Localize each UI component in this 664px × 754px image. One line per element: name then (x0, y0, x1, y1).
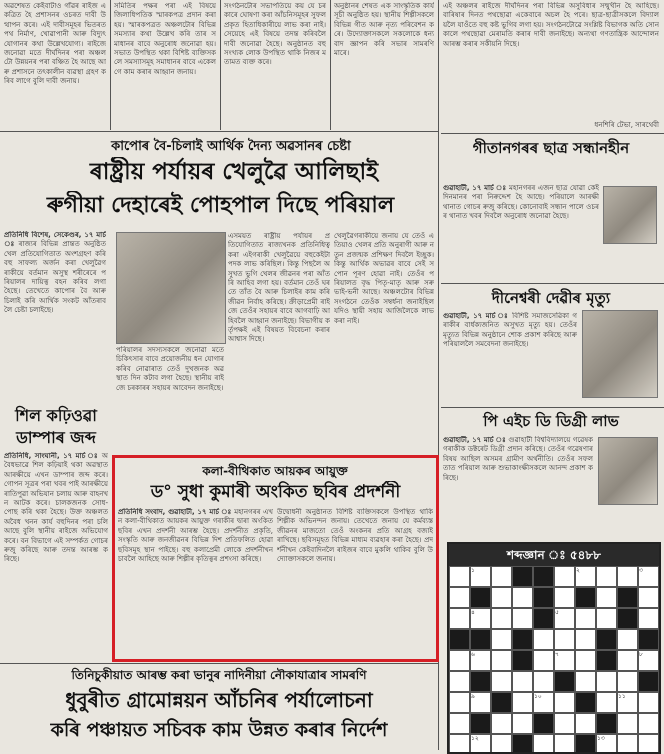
featured-dateline: প্ৰতিনিধি সংবাদ, গুৱাহাটী, ১৭ মাৰ্চ ঃ (118, 508, 232, 516)
crossword-cell (617, 566, 638, 587)
phd-recipient-photo (598, 437, 658, 505)
right-top-byline: ধনশিৰি টেভা, সাৰথেবী (594, 121, 659, 129)
crossword-cell (512, 692, 533, 713)
crossword-cell (491, 566, 512, 587)
column-rule (220, 0, 221, 130)
crossword-cell (533, 734, 554, 754)
crossword-cell (575, 629, 596, 650)
right-item2-headline: দীনেশ্বৰী দেৱীৰ মৃত্যু (491, 289, 611, 307)
featured-body: উদ্বোধনী অনুষ্ঠানত বিশিষ্ট ব্যক্তিসকলে উপস্থিত থাকি শিল্পীক অভিনন্দন জনায়। তেখেতে জনায় যে কৰ্মব্যস্ত জীৱনৰ মাজতো তেওঁ অংকনৰ প্ৰতি আগ্ৰহ বজাই ৰাখিছে। ছবিসমূহত বিভিন্ন মাধ্যম ব্যৱহাৰ কৰা হৈছে। প্ৰদৰ্শনীখন কেইবাদিনলৈ ৰাইজৰ বাবে মুকলি থাকিব বুলি উদ্যোক্তাসকলে জনায়। (277, 508, 433, 564)
crossword-cell (512, 629, 533, 650)
section-rule (441, 283, 664, 284)
crossword-cell (596, 566, 617, 587)
crossword-cell (533, 713, 554, 734)
left-article-headline-line2: ডাম্পাৰ জব্দ (16, 428, 96, 447)
section-rule (0, 131, 438, 132)
featured-headline: ড° সুধা কুমাৰী অংকিত ছবিৰ প্ৰদৰ্শনী (150, 482, 401, 502)
crossword-cell (491, 671, 512, 692)
section-rule (441, 407, 664, 408)
crossword-cell: ২ (575, 566, 596, 587)
crossword-cell (512, 734, 533, 754)
crossword-cell (554, 692, 575, 713)
crossword-cell (512, 671, 533, 692)
crossword-cell (512, 566, 533, 587)
left-article-body: প্ৰতিনিধি, সাংঘানী, ১৭ মাৰ্চ ঃ অবৈধভাৱে শিল কঢ়িয়াই থকা অৱস্থাত আৰক্ষীয়ে এখন ডাম্পাৰ জব্দ কৰে। গোপন সূত্ৰৰ পৰা খবৰ পাই আৰক্ষীয়ে ৰাতিপুৱা অভিযান চলায় আৰু বাহনখন আটক কৰে। চালকজনক সোধ-পোছ কৰি থকা হৈছে। উক্ত অঞ্চলত অবৈধ খনন কাৰ্য বহুদিনৰ পৰা চলি আছে বুলি স্থানীয় ৰাইজে অভিযোগ কৰে। বন বিভাগে এই সম্পৰ্কত গোচৰ ৰুজু কৰিছে আৰু তদন্ত আৰম্ভ কৰিছে। (4, 452, 108, 564)
top-article-body: পৰিয়ালৰ সদস্যসকলে জনোৱা মতে চিকিৎসাৰ বাবে প্ৰয়োজনীয় ধন যোগাৰ কৰিব নোৱাৰাত তেওঁ দুখজনক অৱস্থাত দিন কটাব লগা হৈছে। স্থানীয় ৰাইজে চৰকাৰৰ সহায়ৰ আবেদন জনাইছে। (116, 346, 224, 392)
right-item1-dateline: গুৱাহাটী, ১৭ মাৰ্চ ঃ (443, 184, 507, 192)
column-rule (330, 0, 331, 130)
crossword-cell (596, 629, 617, 650)
crossword-cell (449, 692, 470, 713)
crossword-cell (470, 671, 491, 692)
crossword-cell (638, 734, 659, 754)
body-text: সমিতিৰ পক্ষৰ পৰা এই বিষয়ে জিলাধিপতিক স্মাৰকপত্ৰ প্ৰদান কৰা হয়। স্মাৰকপত্ৰত অঞ্চলটোৰ বিভিন্ন সমস্যাৰ কথা উল্লেখ কৰি তাৰ সমাধানৰ বাবে অনুৰোধ জনোৱা হয়। সভাত উপস্থিত থকা বিশিষ্ট ব্যক্তিসকলে সমস্যাসমূহ সমাধানৰ বাবে একেলগে কাম কৰাৰ আহ্বান জনায়। (114, 2, 216, 76)
crossword-cell (449, 650, 470, 671)
crossword-cell (512, 713, 533, 734)
crossword-cell (449, 629, 470, 650)
crossword-cell (533, 566, 554, 587)
crossword-cell (575, 608, 596, 629)
crossword-cell (617, 734, 638, 754)
crossword-cell (617, 713, 638, 734)
crossword-cell: ৯ (470, 692, 491, 713)
crossword-cell (554, 734, 575, 754)
crossword-cell (575, 650, 596, 671)
crossword-cell: ১১ (617, 692, 638, 713)
top-article-headline-line1: ৰাষ্ট্ৰীয় পৰ্যায়ৰ খেলুৱৈ আলিছাই (89, 159, 379, 185)
crossword-cell (449, 671, 470, 692)
crossword-cell: ৭ (554, 650, 575, 671)
crossword-cell (554, 713, 575, 734)
bottom-headline-line2: কৰি পঞ্চায়ত সচিবক কাম উন্নত কৰাৰ নিৰ্দেশ (50, 719, 388, 741)
crossword-cell (491, 713, 512, 734)
crossword-cell (491, 587, 512, 608)
crossword-cell (596, 713, 617, 734)
crossword-cell: ৬ (470, 650, 491, 671)
crossword-title: শব্দজ্ঞান ঃ ৫৪৮৮ (449, 544, 659, 566)
top-article-body: প্ৰতিনিধি বিশেষ, সেকেণ্ডৰ, ১৭ মাৰ্চ ঃ ৰাজ্যৰ বিভিন্ন প্ৰান্তত অনুষ্ঠিত খেল প্ৰতিযোগিতাত অংশগ্ৰহণ কৰি বহু সাফল্য অৰ্জন কৰা খেলুৱৈগৰাকীয়ে বৰ্তমান অসুস্থ শৰীৰেৰে পৰিয়ালৰ দায়িত্ব বহন কৰিব লগা হৈছে। তেখেতে কাপোৰ বৈ আৰু চিলাই কৰি আৰ্থিক সংকট আঁতৰাবলৈ চেষ্টা চলাইছে। (4, 231, 106, 315)
crossword-cell (533, 650, 554, 671)
left-article-headline-line1: শিল কঢ়িওৱা (15, 406, 97, 425)
crossword-cell: ৫ (554, 608, 575, 629)
missing-student-photo (603, 186, 657, 244)
crossword-cell (554, 629, 575, 650)
crossword-cell (617, 587, 638, 608)
right-item3-body: গুৱাহাটী, ১৭ মাৰ্চ ঃ গুৱাহাটী বিশ্ববিদ্যালয়ে গৱেষকগৰাকীক ডক্টৰেট ডিগ্ৰী প্ৰদান কৰিছে। তেওঁৰ গৱেষণাৰ বিষয় আছিল অসমৰ গ্ৰামীণ অৰ্থনীতি। তেওঁৰ সফলতাত পৰিয়াল আৰু শুভাকাংক্ষীসকলে আনন্দ প্ৰকাশ কৰিছে। (443, 436, 593, 482)
crossword-cell (596, 692, 617, 713)
right-item2-dateline: গুৱাহাটী, ১৭ মাৰ্চ ঃ (443, 312, 509, 320)
body-text: সংগঠনটোৰ সভাপতিয়ে কয় যে চৰকাৰে ঘোষণা কৰা আঁচনিসমূহৰ সুফল প্ৰকৃত হিতাধিকাৰীয়ে লাভ কৰা নাই। সেয়েহে এই বিষয়ে তদন্ত কৰিবলৈ দাবী জনোৱা হৈছে। অনুষ্ঠানত বহু সংখ্যক লোক উপস্থিত থাকি নিজৰ মতামত ব্যক্ত কৰে। (224, 2, 326, 67)
crossword-cell: ১০ (533, 692, 554, 713)
crossword-cell (554, 671, 575, 692)
crossword-puzzle (447, 542, 661, 754)
crossword-cell (638, 587, 659, 608)
crossword-cell (596, 608, 617, 629)
crossword-cell: ১২ (470, 734, 491, 754)
crossword-cell (470, 587, 491, 608)
right-top-body: এই অঞ্চলৰ ৰাইজে দীৰ্ঘদিনৰ পৰা বিভিন্ন অসুবিধাৰ সন্মুখীন হৈ আহিছে। বাৰিষাৰ দিনত পথছোৱা একেবাৰে অচল হৈ পৰে। ছাত্ৰ-ছাত্ৰীসকলে বিদ্যালয়লৈ যাওঁতে বহু কষ্ট ভুগিব লগা হয়। সংগঠনটোৱে সংশ্লিষ্ট বিভাগক অতি সোনকালে পথছোৱা মেৰামতি কৰাৰ দাবী জনাইছে। অন্যথা গণতান্ত্ৰিক আন্দোলন আৰম্ভ কৰাৰ সকীয়নি দিছে। (443, 2, 659, 48)
crossword-cell (449, 587, 470, 608)
crossword-cell (470, 629, 491, 650)
crossword-cell: ১ (470, 566, 491, 587)
top-article-dateline: প্ৰতিনিধি বিশেষ, সেকেণ্ডৰ, ১৭ মাৰ্চ ঃ (4, 231, 106, 249)
body-text: অনুষ্ঠানৰ শেষত এক সাংস্কৃতিক কাৰ্যসূচী অনুষ্ঠিত হয়। স্থানীয় শিল্পীসকলে বিভিন্ন গীত আৰু নৃত্য পৰিবেশন কৰে। উদ্যোক্তাসকলে সকলোকে ধন্যবাদ জ্ঞাপন কৰি সভাৰ সামৰণি মাৰে। (334, 2, 434, 58)
crossword-cell: ৩ (638, 566, 659, 587)
crossword-cell (575, 692, 596, 713)
obituary-photo (582, 310, 658, 398)
featured-body: প্ৰতিনিধি সংবাদ, গুৱাহাটী, ১৭ মাৰ্চ ঃ মহানগৰৰ এখন কলা-বীথিকাত আয়কৰ আয়ুক্ত গৰাকীৰ দ্বাৰা অংকিত ছবিৰ এখন প্ৰদৰ্শনী আৰম্ভ হৈছে। প্ৰদৰ্শনীত প্ৰকৃতি, সংস্কৃতি আৰু জনজীৱনৰ বিভিন্ন দিশ প্ৰতিফলিত হোৱা ছবিসমূহ স্থান পাইছে। বহু কলাপ্ৰেমী লোকে প্ৰদৰ্শনীখন চাবলৈ আহিছে আৰু শিল্পীৰ কৃতিত্বৰ প্ৰশংসা কৰিছে। (118, 508, 273, 564)
crossword-cell (554, 566, 575, 587)
crossword-cell (449, 713, 470, 734)
crossword-cell (575, 587, 596, 608)
body-text: অৱশেষত কেইবাটাও গাঁৱৰ ৰাইজ একত্ৰিত হৈ প্ৰশাসনৰ ওচৰত দাবী উত্থাপন কৰে। এই দাবীসমূহৰ ভিতৰত পথ নিৰ্মাণ, খোৱাপানী আৰু বিদ্যুৎ যোগানৰ কথা উল্লেখযোগ্য। ৰাইজে জনোৱা মতে দীৰ্ঘদিনৰ পৰা অঞ্চলটো উন্নয়নৰ পৰা বঞ্চিত হৈ আছে আৰু প্ৰশাসনে তৎকালীন ব্যৱস্থা গ্ৰহণ কৰিব লাগে বুলি দাবী জনায়। (4, 2, 106, 86)
crossword-cell (575, 713, 596, 734)
crossword-cell (512, 587, 533, 608)
crossword-cell (491, 650, 512, 671)
featured-kicker: কলা-বীথিকাত আয়কৰ আয়ুক্ত (202, 464, 348, 478)
top-article-headline-line2: ৰুগীয়া দেহাৰেই পোহপাল দিছে পৰিয়াল (46, 193, 395, 218)
crossword-cell (491, 734, 512, 754)
left-article-dateline: প্ৰতিনিধি, সাংঘানী, ১৭ মাৰ্চ ঃ (4, 452, 99, 460)
crossword-cell (638, 713, 659, 734)
bottom-strap: তিনিচুকীয়াত আৰম্ভ কৰা ভানুৰ নাদিনীয়া নৌকাযাত্ৰাৰ সামৰণি (71, 668, 367, 682)
crossword-cell (512, 608, 533, 629)
crossword-cell (617, 650, 638, 671)
crossword-cell (596, 587, 617, 608)
crossword-cell (575, 734, 596, 754)
crossword-cell (617, 629, 638, 650)
crossword-cell: ৮ (638, 650, 659, 671)
section-rule (0, 663, 438, 664)
crossword-cell (596, 650, 617, 671)
crossword-cell (554, 587, 575, 608)
top-article-body: খেলুৱৈগৰাকীয়ে জনায় যে তেওঁ এতিয়াও খেলৰ প্ৰতি অনুৰাগী আৰু নতুন প্ৰজন্মক প্ৰশিক্ষণ দিবলৈ ইচ্ছুক। কিন্তু আৰ্থিক অভাৱৰ বাবে সেই সপোন পূৰণ হোৱা নাই। তেওঁৰ পৰিয়ালত বৃদ্ধ পিতৃ-মাতৃ আৰু সৰু ভাই-ভনী আছে। অঞ্চলটোৰ বিভিন্ন সংগঠনে তেওঁক সম্বৰ্ধনা জনাইছিল যদিও স্থায়ী সহায় আজিলৈকে লাভ কৰা নাই। (334, 232, 434, 325)
crossword-cell (638, 671, 659, 692)
crossword-cell (512, 650, 533, 671)
crossword-cell (533, 671, 554, 692)
right-item2-body: গুৱাহাটী, ১৭ মাৰ্চ ঃ বিশিষ্ট সমাজসেৱিকা গৰাকীৰ বাৰ্ধক্যজনিত অসুখত মৃত্যু হয়। তেওঁৰ মৃত্যুত বিভিন্ন অনুষ্ঠানে শোক প্ৰকাশ কৰিছে আৰু পৰিয়াললৈ সমবেদনা জনাইছে। (443, 312, 577, 349)
section-rule (441, 133, 664, 134)
crossword-cell (449, 566, 470, 587)
crossword-cell (533, 629, 554, 650)
crossword-cell (638, 629, 659, 650)
crossword-cell (617, 671, 638, 692)
crossword-cell (533, 587, 554, 608)
crossword-cell (449, 608, 470, 629)
crossword-cell (470, 713, 491, 734)
crossword-cell (449, 734, 470, 754)
crossword-cell (638, 692, 659, 713)
top-article-kicker: কাপোৰ বৈ-চিলাই আৰ্থিক দৈন্য অৱসানৰ চেষ্টা (111, 139, 351, 154)
right-item3-headline: পি এইচ ডি ডিগ্ৰী লাভ (483, 412, 619, 430)
crossword-cell (491, 692, 512, 713)
bottom-headline-line1: ধুবুৰীত গ্ৰামোন্নয়ন আঁচনিৰ পৰ্যালোচনা (65, 688, 373, 712)
player-photo (116, 232, 226, 344)
column-rule (110, 0, 111, 130)
crossword-cell: ১৩ (596, 734, 617, 754)
right-item3-dateline: গুৱাহাটী, ১৭ মাৰ্চ ঃ (443, 436, 506, 444)
top-article-body: এসময়ত ৰাষ্ট্ৰীয় পৰ্যায়ৰ প্ৰতিযোগিতাত ৰাজ্যখনক প্ৰতিনিধিত্ব কৰা এইগৰাকী খেলুৱৈয়ে বহুকেইটা পদক লাভ কৰিছিল। কিন্তু পিছলৈ অসুখত ভুগি খেলৰ জীৱনৰ পৰা আঁতৰি আহিব লগা হয়। বৰ্তমান তেওঁ ঘৰতে তাঁত বৈ আৰু চিলাইৰ কাম কৰি জীৱন নিৰ্বাহ কৰিছে। ক্ৰীড়াপ্ৰেমী ৰাইজে তেওঁৰ সহায়ৰ বাবে আগবাঢ়ি আহিবলৈ আহ্বান জনাইছে। বিভাগীয় কৰ্তৃপক্ষই এই বিষয়ত বিবেচনা কৰাৰ আশ্বাস দিছে। (228, 232, 330, 344)
featured-highlight-frame (112, 455, 439, 662)
crossword-cell (491, 629, 512, 650)
crossword-cell (491, 608, 512, 629)
crossword-cell (596, 671, 617, 692)
crossword-cell: ৪ (470, 608, 491, 629)
crossword-cell (638, 608, 659, 629)
crossword-cell (617, 608, 638, 629)
crossword-cell (575, 671, 596, 692)
crossword-cell (533, 608, 554, 629)
right-item1-headline: গীতানগৰৰ ছাত্ৰ সন্ধানহীন (472, 139, 630, 157)
right-item1-body: গুৱাহাটী, ১৭ মাৰ্চ ঃ মহানগৰৰ এজন ছাত্ৰ যোৱা কেইদিনমানৰ পৰা নিৰুদ্দেশ হৈ আছে। পৰিয়ালে আৰক্ষী থানাত গোচৰ ৰুজু কৰিছে। কোনোবাই সন্ধান পালে ওচৰৰ থানাত খবৰ দিবলৈ অনুৰোধ জনোৱা হৈছে। (443, 184, 599, 221)
